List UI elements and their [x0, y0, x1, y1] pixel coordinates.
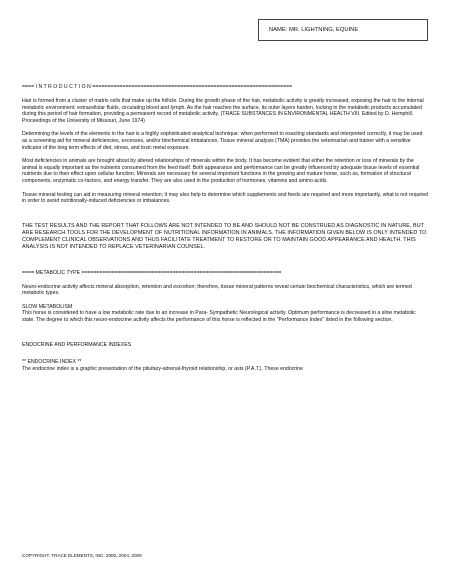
introduction-heading: ==== I N T R O D U C T I O N ==================================================================	[22, 84, 293, 90]
endocrine-performance-heading: ENDOCRINE AND PERFORMANCE INDEXES	[22, 341, 132, 348]
slow-metabolism-text: This horse is considered to have a low metabolic rate due to an increase in Para- Sympathetic Neurological activity. Optimum performance is decreased in a slow metabolic state. The degree to which this neuro-endocrine activity affects the performance of this horse is reflected in the "Performance Index" listed in the following section.	[22, 310, 416, 323]
endocrine-index-text: The endocrine index is a graphic presentation of the pituitary-adrenal-thyroid relationship, or axis (P.A.T.). These endocrine	[22, 365, 303, 372]
copyright-footer: COPYRIGHT, TRACE ELEMENTS, INC. 2000, 2004, 2009	[22, 553, 142, 558]
metabolic-paragraph: Neuro-endocrine activity affects mineral absorption, retention and excretion; therefore, tissue mineral patterns reveal certain biochemical characteristics, which are termed metabolic types.	[22, 283, 412, 297]
intro-paragraph-3: Most deficiencies in animals are brought about by altered relationships of minerals within the body. It has become evident that either the retention or loss of minerals by the animal is equally important as the nutrients consumed from the feed itself. Both appearance and performance can be greatly influenced by adequate tissue levels of essential nutrients due to their effect upon cellular function. Minerals are necessary for several important functions in the growing and mature horse, such as, formation of structural components, enzymatic co-factors, and energy transfer. They are also used in the production of hormones, vitamins and amino acids.	[22, 158, 420, 184]
intro-paragraph-2: Determining the levels of the elements in the hair is a highly sophisticated analytical technique: when performed to exacting standards and interpreted correctly, it may be used as a screening aid for mineral deficiencies, excesses, and/or biochemical imbalances. Tissue mineral analysis (TMA) provides the veterinarian and trainer with a sensitive indicator of the long term effects of diet, stress, and toxic metal exposure.	[22, 131, 423, 151]
intro-paragraph-4: Tissue mineral testing can aid in measuring mineral retention; it may also help to determine which supplements and feeds are required and more importantly, what is not required in order to avoid nutritionally-induced deficiencies or imbalances.	[22, 191, 428, 205]
report-content	[22, 84, 428, 372]
endocrine-index-heading: ** ENDOCRINE INDEX **	[22, 359, 82, 366]
disclaimer-text: THE TEST RESULTS AND THE REPORT THAT FOLLOWS ARE NOT INTENDED TO BE AND SHOULD NOT BE CONSTRUED AS DIAGNOSTIC IN NATURE, BUT ARE RESEARCH TOOLS FOR THE DEVELOPMENT OF NUTRITIONAL INFORMATION IN ANIMALS. THE INFORMATION GIVEN BELOW IS ONLY INTENDED TO COMPLEMENT CLINICAL OBSERVATIONS AND THUS FACILITATE TREATMENT TO RESTORE OR TO MAINTAIN GOOD APPEARANCE AND HEALTH. THIS ANALYSIS IS NOT INTENDED TO REPLACE VETERINARIAN COUNSEL.	[22, 222, 427, 251]
intro-paragraph-1: Hair is formed from a cluster of matrix cells that make up the follicle. During the growth phase of the hair, metabolic activity is greatly increased, exposing the hair to the internal metabolic environment; extracellular fluids, circulating blood and lymph. As the hair reaches the surface, its outer layers harden, locking in the metabolic products accumulated during this period of hair formation, providing a permanent record of metabolic activity. (TRACE SUBSTANCES IN ENVIRONMENTAL HEALTH VIII. Edited by D. Hemphill. Proceedings of the University of Missouri, June 1974)	[22, 98, 424, 124]
patient-name-box	[258, 19, 428, 41]
patient-name-label: NAME: MR. LIGHTNING, EQUINE	[269, 27, 359, 33]
slow-metabolism-heading: SLOW METABOLISM	[22, 303, 73, 310]
metabolic-type-heading: ==== METABOLIC TYPE ==================================================================	[22, 269, 282, 276]
